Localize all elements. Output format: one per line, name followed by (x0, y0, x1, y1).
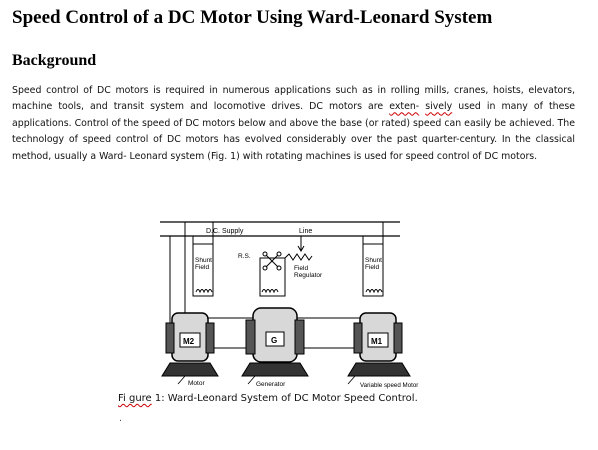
background-paragraph (12, 83, 575, 165)
spelling-error-word[interactable]: sively (425, 101, 453, 113)
right-field-label: Field (365, 264, 380, 271)
trailing-paragraph-mark: . (119, 414, 122, 424)
left-shunt-label: Shunt (195, 257, 212, 264)
caption-text: 1: Ward-Leonard System of DC Motor Speed Control. (151, 393, 418, 404)
field-regulator-label-2: Regulator (294, 272, 323, 279)
ward-leonard-figure (160, 218, 445, 392)
m1-label: M1 (371, 337, 383, 346)
motor-m1 (348, 313, 410, 376)
ward-leonard-diagram (160, 218, 445, 392)
paragraph-text-3: used in many of these applications. Control of the speed of DC motors below and above the base (or rated) speed can easily be achieved. The technology of speed control of DC motors has evolved considerably over the past quarter-century. In the classical method, usually a Ward- Leonard system (Fig. 1) with rotating machines is used for speed control of DC motors. (12, 101, 576, 162)
variable-speed-motor-label: Variable speed Motor (360, 382, 419, 389)
caption-misspelled-word[interactable]: Fi gure (118, 393, 152, 404)
paragraph-text-1: Speed control of DC motors is required in numerous applications such as in rolling mills, cranes, hoists, elevators, machine tools, and transit system and locomotive drives. DC motors are (12, 85, 575, 113)
rs-label: R.S. (238, 253, 251, 260)
g-label: G (271, 336, 278, 345)
section-heading: Background (12, 52, 97, 69)
line-label: Line (299, 228, 313, 235)
spelling-error-word[interactable]: exten- (389, 101, 420, 113)
right-shunt-label: Shunt (365, 257, 382, 264)
middle-coil (262, 290, 278, 293)
middle-field-box (260, 258, 285, 296)
left-coil (196, 290, 212, 293)
field-regulator-label-1: Field (294, 265, 309, 272)
generator-label: Generator (256, 381, 286, 388)
m2-label: M2 (183, 337, 195, 346)
left-field-label: Field (195, 264, 210, 271)
motor-label: Motor (188, 380, 205, 387)
document-title: Speed Control of a DC Motor Using Ward-Leonard System (12, 7, 493, 28)
figure-caption (118, 393, 418, 404)
right-coil (366, 290, 382, 293)
field-regulator-resistor (285, 254, 312, 260)
dc-supply-label: D.C. Supply (206, 228, 244, 235)
